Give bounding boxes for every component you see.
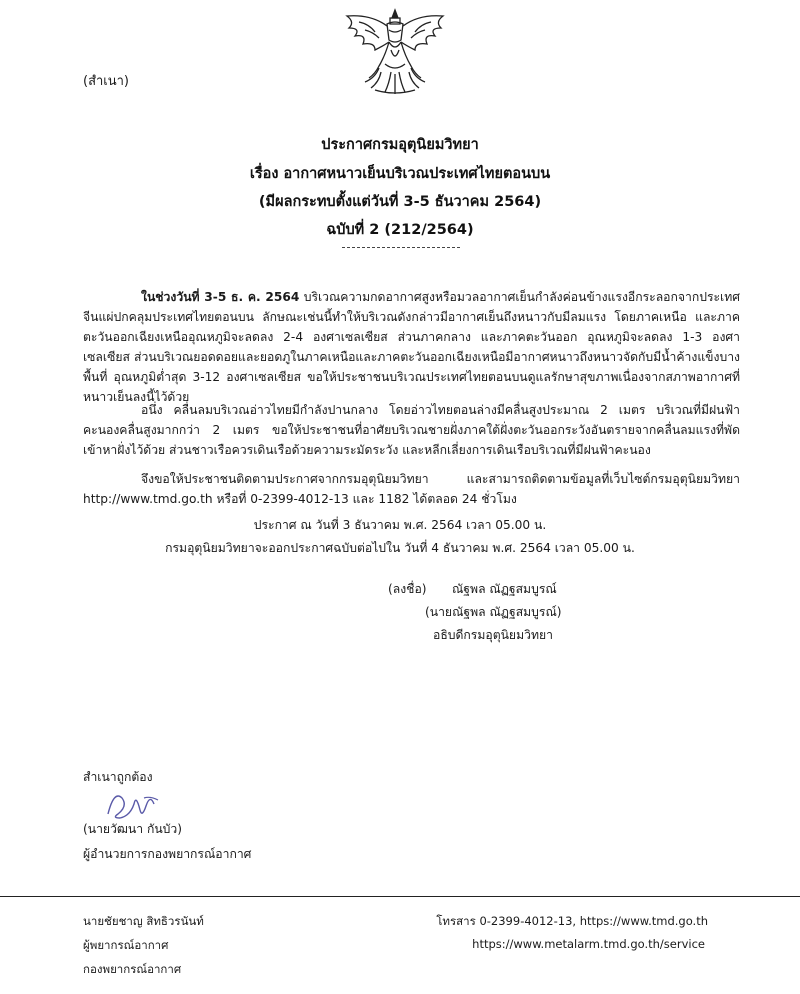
header-divider: [342, 247, 460, 248]
paragraph-3: [83, 469, 740, 509]
announcement-subject: เรื่อง อากาศหนาวเย็นบริเวณประเทศไทยตอนบน: [249, 166, 551, 182]
footer-forecaster-name: นายชัยชาญ สิทธิวรนันท์: [83, 914, 204, 928]
footer-division: กองพยากรณ์อากาศ: [83, 962, 182, 976]
footer-forecaster-role: ผู้พยากรณ์อากาศ: [83, 938, 169, 952]
footer-fax-website: โทรสาร 0-2399-4012-13, https://www.tmd.go.th: [436, 914, 708, 928]
paragraph-3-text: จึงขอให้ประชาชนติดตามประกาศจากกรมอุตุนิยมวิทยา และสามารถติดตามข้อมูลที่เว็บไซต์กรมอุตุนิยมวิทยา http://www.tmd.go.th หรือที่ 0-2399-4012-13 และ 1182 ได้ตลอด 24 ชั่วโมง: [83, 472, 740, 506]
issue-number: ฉบับที่ 2 (212/2564): [326, 222, 474, 238]
handwritten-signature-icon: [100, 784, 170, 824]
certifier-position: ผู้อำนวยการกองพยากรณ์อากาศ: [83, 847, 252, 861]
footer-rule: [0, 896, 800, 897]
paragraph-1-text: บริเวณความกดอากาศสูงหรือมวลอากาศเย็นกำลังค่อนข้างแรงอีกระลอกจากประเทศจีนแผ่ปกคลุมประเทศไทยตอนบน ลักษณะเช่นนี้ทำให้บริเวณดังกล่าวมีอากาศเย็นถึงหนาวกับมีลมแรง โดยภาคเหนือ และภาคตะวันออกเฉียงเหนืออุณหภูมิจะลดลง 2-4 องศาเซลเซียส ส่วนภาคกลาง และภาคตะวันออก อุณหภูมิจะลดลง 1-3 องศาเซลเซียส ส่วนบริเวณยอดดอยและยอดภูในภาคเหนือและภาคตะวันออกเฉียงเหนือมีอากาศหนาวถึงหนาวจัดกับมีน้ำค้างแข็งบางพื้นที่ อุณหภูมิต่ำสุด 3-12 องศาเซลเซียส ขอให้ประชาชนบริเวณประเทศไทยตอนบนดูแลรักษาสุขภาพเนื่องจากสภาพอากาศที่หนาวเย็นลงนี้ไว้ด้วย: [83, 290, 740, 404]
paragraph-1: [83, 287, 740, 407]
paragraph-2-text: อนึ่ง คลื่นลมบริเวณอ่าวไทยมีกำลังปานกลาง โดยอ่าวไทยตอนล่างมีคลื่นสูงประมาณ 2 เมตร บริเวณที่มีฝนฟ้าคะนองคลื่นสูงมากกว่า 2 เมตร ขอให้ประชาชนที่อาศัยบริเวณชายฝั่งภาคใต้ฝั่งตะวันออกระวังอันตรายจากคลื่นลมแรงที่พัดเข้าหาฝั่งไว้ด้วย ส่วนชาวเรือควรเดินเรือด้วยความระมัดระวัง และหลีกเลี่ยงการเดินเรือบริเวณที่มีฝนฟ้าคะนอง: [83, 403, 740, 457]
certifier-name: (นายวัฒนา กันบัว): [83, 822, 183, 836]
announce-date: ประกาศ ณ วันที่ 3 ธันวาคม พ.ศ. 2564 เวลา 05.00 น.: [253, 518, 547, 532]
director-position: อธิบดีกรมอุตุนิยมวิทยา: [433, 628, 553, 642]
effective-dates: (มีผลกระทบตั้งแต่วันที่ 3-5 ธันวาคม 2564): [258, 194, 542, 210]
paragraph-2: [83, 400, 740, 460]
footer-metalarm-link[interactable]: https://www.metalarm.tmd.go.th/service: [472, 937, 705, 951]
signed-name: ณัฐพล ณัฏฐสมบูรณ์: [452, 582, 557, 596]
garuda-emblem-icon: [335, 6, 455, 98]
next-announcement: กรมอุตุนิยมวิทยาจะออกประกาศฉบับต่อไปใน วันที่ 4 ธันวาคม พ.ศ. 2564 เวลา 05.00 น.: [165, 541, 635, 555]
copy-label: (สำเนา): [83, 74, 130, 89]
director-full-name: (นายณัฐพล ณัฏฐสมบูรณ์): [425, 605, 562, 619]
certify-label: สำเนาถูกต้อง: [83, 770, 153, 784]
signed-label: (ลงชื่อ): [388, 582, 427, 596]
paragraph-1-lead: ในช่วงวันที่ 3-5 ธ. ค. 2564: [141, 290, 300, 304]
announcement-title: ประกาศกรมอุตุนิยมวิทยา: [321, 137, 479, 153]
